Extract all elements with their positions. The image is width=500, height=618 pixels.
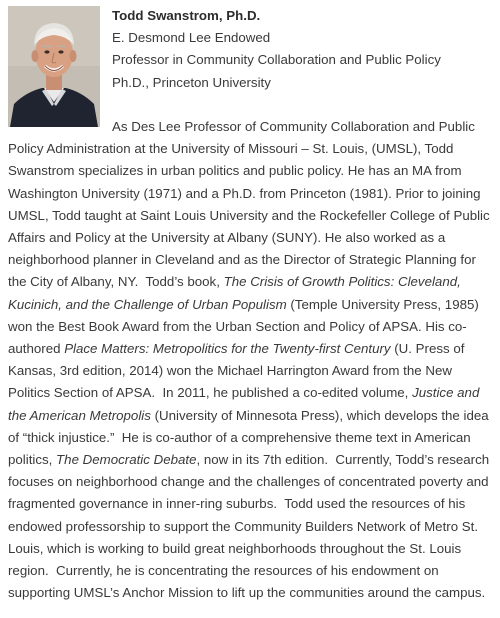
profile-name: Todd Swanstrom, Ph.D. xyxy=(112,8,261,23)
profile-title-line-2: Professor in Community Collaboration and Public Policy xyxy=(112,52,441,68)
bio-text-4: (University of Minnesota Press), which develops the idea of “thick injustice.” He is co-author of a comprehensive theme text in American politics, xyxy=(8,407,489,468)
profile-degree: Ph.D., Princeton University xyxy=(112,74,271,90)
bio-text-5: , now in its 7th edition. Currently, Todd’s research focuses on neighborhood change and the challenges of concentrated poverty and fragmented governance in inner-ring suburbs. Todd used the resources of his endowed professorship to support the Community Builders Network of Metro St. Louis, which is working to build great neighborhoods throughout the St. Louis region. Currently, he is concentrating the resources of his endowment on supporting UMSL’s Anchor Mission to lift up the communities around the campus. xyxy=(8,452,490,601)
book-title-place-matters: Place Matters: Metropolitics for the Twenty-first Century xyxy=(64,341,391,357)
bio-text-1: As Des Lee Professor of Community Collaboration and Public Policy Administration at the University of Missouri – St. Louis, (UMSL), Todd Swanstrom specializes in urban politics and public policy. He has an MA from Washington University (1971) and a Ph.D. from Princeton (1981). Prior to joining UMSL, Todd taught at Saint Louis University and the Rockefeller College of Public Affairs and Policy at the University at Albany (SUNY). He also worked as a neighborhood planner in Cleveland and as the Director of Strategic Planning for the City of Albany, NY. Todd’s book, xyxy=(8,119,490,290)
profile-title-line-1: E. Desmond Lee Endowed xyxy=(112,30,271,46)
book-title-justice-american-metropolis: Justice and the American Metropolis xyxy=(8,385,480,423)
book-title-democratic-debate: The Democratic Debate xyxy=(56,452,197,468)
faculty-bio xyxy=(8,5,492,604)
bio-paragraph xyxy=(8,119,490,600)
bio-text-2: (Temple University Press, 1985) won the Best Book Award from the Urban Section and Policy of APSA. His co-authored xyxy=(8,296,479,357)
portrait-image xyxy=(8,6,100,127)
book-title-crisis-of-growth-politics: The Crisis of Growth Politics: Cleveland, Kucinich, and the Challenge of Urban Populism xyxy=(8,274,461,312)
profile-photo xyxy=(8,6,100,127)
bio-text-3: (U. Press of Kansas, 3rd edition, 2014) won the Michael Harrington Award from the New Politics Section of APSA. In 2011, he published a co-edited volume, xyxy=(8,341,465,401)
